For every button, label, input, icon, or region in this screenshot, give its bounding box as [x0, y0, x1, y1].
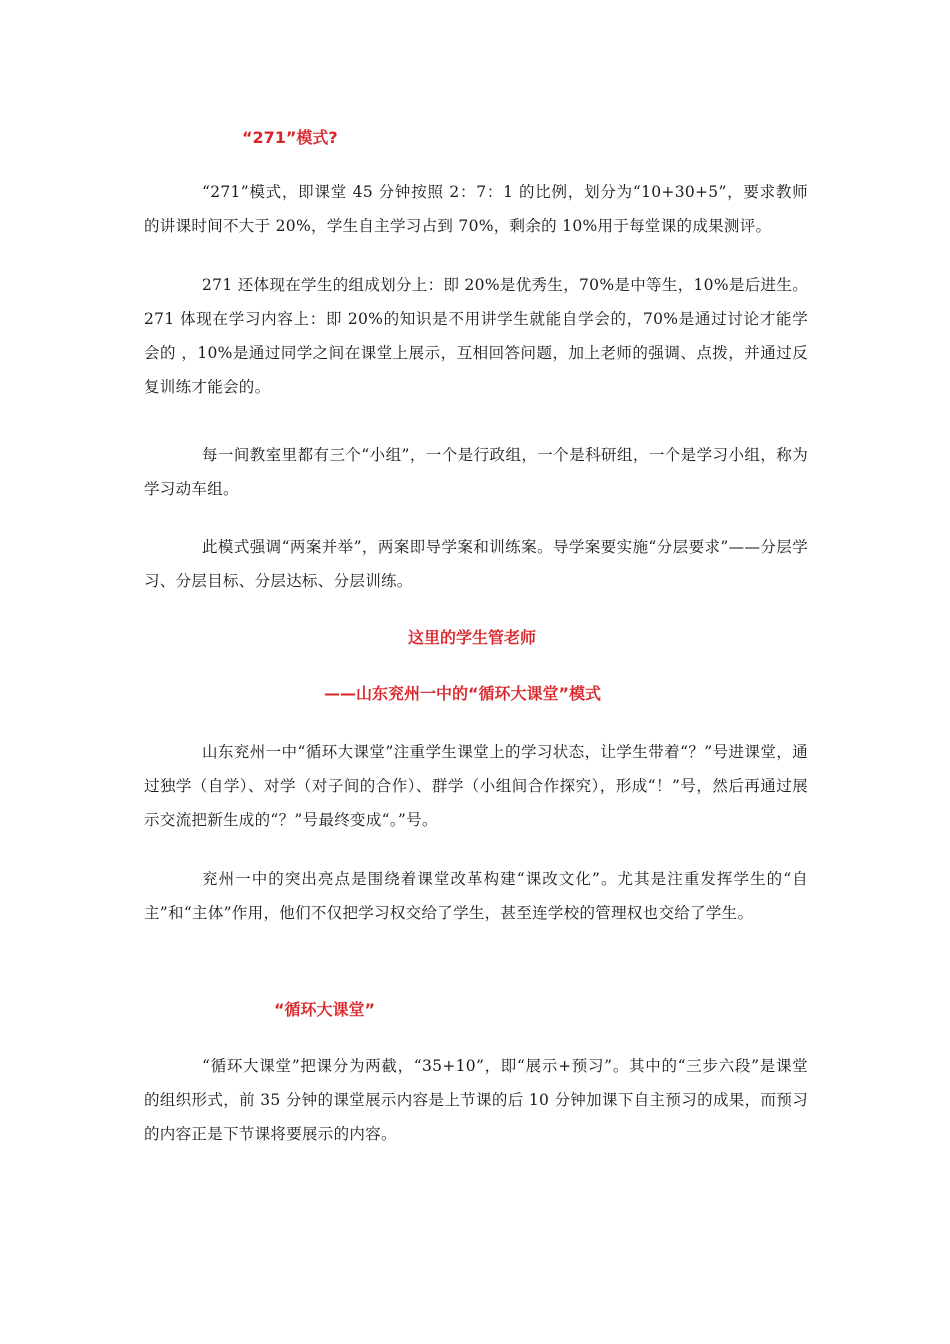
section-heading-cycle-classroom: “循环大课堂” — [274, 1000, 376, 1019]
article-title: 这里的学生管老师 — [408, 628, 537, 647]
paragraph-271-composition: 271 还体现在学生的组成划分上：即 20%是优秀生，70%是中等生，10%是后进生。271 体现在学习内容上：即 20%的知识是不用讲学生就能自学会的，70%是通过讨论才能学会的 ，10%是通过同学之间在课堂上展示，互相回答问题，加上老师的强调、点拨，并通过反复训练才能会的。 — [144, 276, 808, 396]
section-heading-271-mode: “271”模式? — [242, 128, 338, 147]
article-subtitle: ——山东兖州一中的“循环大课堂”模式 — [324, 684, 602, 703]
paragraph-cycle-classroom-structure: “循环大课堂”把课分为两截，“35+10”，即“展示+预习”。其中的“三步六段”是课堂的组织形式，前 35 分钟的课堂展示内容是上节课的后 10 分钟加课下自主预习的成果，而预习的内容正是下节课将要展示的内容。 — [144, 1057, 808, 1143]
paragraph-highlight-culture: 兖州一中的突出亮点是围绕着课堂改革构建“课改文化”。尤其是注重发挥学生的“自主”和“主体”作用，他们不仅把学习权交给了学生，甚至连学校的管理权也交给了学生。 — [144, 870, 808, 922]
paragraph-271-definition: “271”模式，即课堂 45 分钟按照 2：7：1 的比例，划分为“10+30+5”，要求教师的讲课时间不大于 20%，学生自主学习占到 70%，剩余的 10%用于每堂课的成果测评。 — [144, 183, 808, 235]
paragraph-cycle-classroom-intro: 山东兖州一中“循环大课堂”注重学生课堂上的学习状态，让学生带着“？”号进课堂，通过独学（自学）、对学（对子间的合作）、群学（小组间合作探究），形成“！”号，然后再通过展示交流把新生成的“？”号最终变成“。”号。 — [144, 743, 808, 829]
paragraph-two-plans: 此模式强调“两案并举”，两案即导学案和训练案。导学案要实施“分层要求”——分层学习、分层目标、分层达标、分层训练。 — [144, 538, 808, 590]
paragraph-classroom-groups: 每一间教室里都有三个“小组”，一个是行政组，一个是科研组，一个是学习小组，称为学习动车组。 — [144, 446, 808, 498]
